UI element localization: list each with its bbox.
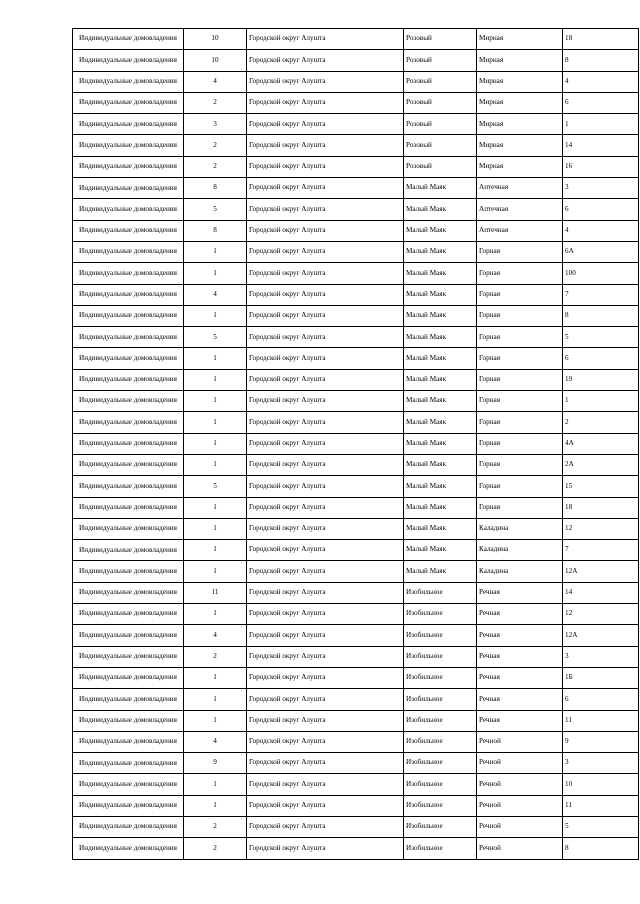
table-row xyxy=(73,220,639,241)
cell-building-type: Индивидуальные домовладения xyxy=(73,689,184,710)
table-row xyxy=(73,433,639,454)
cell-street: Речная xyxy=(477,646,563,667)
cell-locality: Изобильное xyxy=(404,710,477,731)
cell-count: 5 xyxy=(184,199,247,220)
cell-district: Городской округ Алушта xyxy=(247,689,404,710)
cell-street: Речная xyxy=(477,604,563,625)
cell-locality: Малый Маяк xyxy=(404,327,477,348)
cell-building-type: Индивидуальные домовладения xyxy=(73,114,184,135)
cell-building-type: Индивидуальные домовладения xyxy=(73,29,184,50)
cell-district: Городской округ Алушта xyxy=(247,838,404,859)
cell-count: 1 xyxy=(184,689,247,710)
cell-district: Городской округ Алушта xyxy=(247,348,404,369)
cell-district: Городской округ Алушта xyxy=(247,731,404,752)
table-row xyxy=(73,497,639,518)
cell-locality: Малый Маяк xyxy=(404,391,477,412)
cell-count: 1 xyxy=(184,391,247,412)
cell-street: Каладина xyxy=(477,518,563,539)
cell-district: Городской округ Алушта xyxy=(247,412,404,433)
cell-district: Городской округ Алушта xyxy=(247,454,404,475)
table-row xyxy=(73,284,639,305)
cell-locality: Малый Маяк xyxy=(404,369,477,390)
cell-house-number: 3 xyxy=(563,178,639,199)
cell-building-type: Индивидуальные домовладения xyxy=(73,412,184,433)
cell-count: 1 xyxy=(184,369,247,390)
cell-house-number: 6 xyxy=(563,348,639,369)
cell-count: 9 xyxy=(184,753,247,774)
cell-count: 1 xyxy=(184,348,247,369)
cell-street: Аптечная xyxy=(477,178,563,199)
cell-street: Горная xyxy=(477,369,563,390)
cell-count: 10 xyxy=(184,50,247,71)
cell-house-number: 1 xyxy=(563,114,639,135)
cell-district: Городской округ Алушта xyxy=(247,241,404,262)
cell-district: Городской округ Алушта xyxy=(247,263,404,284)
cell-house-number: 11 xyxy=(563,710,639,731)
table-row xyxy=(73,689,639,710)
cell-count: 2 xyxy=(184,156,247,177)
cell-count: 10 xyxy=(184,29,247,50)
cell-building-type: Индивидуальные домовладения xyxy=(73,156,184,177)
cell-street: Мирная xyxy=(477,50,563,71)
table-row xyxy=(73,135,639,156)
cell-district: Городской округ Алушта xyxy=(247,369,404,390)
table-row xyxy=(73,50,639,71)
cell-building-type: Индивидуальные домовладения xyxy=(73,391,184,412)
cell-locality: Розовый xyxy=(404,135,477,156)
cell-locality: Изобильное xyxy=(404,604,477,625)
table-row xyxy=(73,369,639,390)
cell-district: Городской округ Алушта xyxy=(247,561,404,582)
cell-locality: Малый Маяк xyxy=(404,433,477,454)
cell-house-number: 12А xyxy=(563,561,639,582)
address-table-body xyxy=(73,29,639,860)
cell-locality: Розовый xyxy=(404,156,477,177)
cell-house-number: 4А xyxy=(563,433,639,454)
cell-street: Речная xyxy=(477,667,563,688)
cell-count: 1 xyxy=(184,667,247,688)
cell-building-type: Индивидуальные домовладения xyxy=(73,199,184,220)
cell-house-number: 12 xyxy=(563,518,639,539)
cell-street: Горная xyxy=(477,305,563,326)
cell-count: 1 xyxy=(184,241,247,262)
cell-locality: Малый Маяк xyxy=(404,454,477,475)
cell-count: 4 xyxy=(184,731,247,752)
cell-house-number: 2 xyxy=(563,412,639,433)
cell-house-number: 9 xyxy=(563,731,639,752)
cell-locality: Малый Маяк xyxy=(404,561,477,582)
cell-count: 2 xyxy=(184,92,247,113)
cell-count: 5 xyxy=(184,327,247,348)
cell-building-type: Индивидуальные домовладения xyxy=(73,241,184,262)
cell-district: Городской округ Алушта xyxy=(247,540,404,561)
cell-district: Городской округ Алушта xyxy=(247,92,404,113)
cell-count: 2 xyxy=(184,646,247,667)
cell-count: 1 xyxy=(184,604,247,625)
cell-street: Горная xyxy=(477,476,563,497)
cell-count: 1 xyxy=(184,795,247,816)
cell-house-number: 6А xyxy=(563,241,639,262)
cell-count: 1 xyxy=(184,433,247,454)
table-row xyxy=(73,348,639,369)
table-row xyxy=(73,391,639,412)
table-row xyxy=(73,667,639,688)
cell-street: Каладина xyxy=(477,561,563,582)
cell-street: Речная xyxy=(477,625,563,646)
table-row xyxy=(73,731,639,752)
cell-count: 1 xyxy=(184,454,247,475)
cell-count: 1 xyxy=(184,412,247,433)
table-row xyxy=(73,540,639,561)
cell-count: 2 xyxy=(184,135,247,156)
cell-district: Городской округ Алушта xyxy=(247,135,404,156)
cell-district: Городской округ Алушта xyxy=(247,199,404,220)
cell-house-number: 4 xyxy=(563,220,639,241)
cell-district: Городской округ Алушта xyxy=(247,114,404,135)
cell-building-type: Индивидуальные домовладения xyxy=(73,497,184,518)
cell-street: Горная xyxy=(477,412,563,433)
table-row xyxy=(73,838,639,859)
table-row xyxy=(73,71,639,92)
cell-district: Городской округ Алушта xyxy=(247,710,404,731)
cell-locality: Малый Маяк xyxy=(404,518,477,539)
cell-building-type: Индивидуальные домовладения xyxy=(73,92,184,113)
cell-house-number: 100 xyxy=(563,263,639,284)
table-row xyxy=(73,561,639,582)
table-row xyxy=(73,263,639,284)
cell-house-number: 1 xyxy=(563,391,639,412)
cell-district: Городской округ Алушта xyxy=(247,433,404,454)
cell-count: 3 xyxy=(184,114,247,135)
cell-street: Горная xyxy=(477,433,563,454)
cell-street: Мирная xyxy=(477,135,563,156)
cell-locality: Малый Маяк xyxy=(404,284,477,305)
cell-street: Речная xyxy=(477,689,563,710)
cell-locality: Изобильное xyxy=(404,816,477,837)
cell-locality: Изобильное xyxy=(404,838,477,859)
cell-street: Речной xyxy=(477,838,563,859)
cell-house-number: 1Б xyxy=(563,667,639,688)
table-row xyxy=(73,305,639,326)
table-row xyxy=(73,454,639,475)
cell-locality: Малый Маяк xyxy=(404,497,477,518)
cell-district: Городской округ Алушта xyxy=(247,753,404,774)
cell-count: 8 xyxy=(184,178,247,199)
cell-street: Аптечная xyxy=(477,220,563,241)
cell-count: 1 xyxy=(184,497,247,518)
cell-locality: Изобильное xyxy=(404,646,477,667)
table-row xyxy=(73,604,639,625)
cell-building-type: Индивидуальные домовладения xyxy=(73,582,184,603)
cell-district: Городской округ Алушта xyxy=(247,604,404,625)
cell-building-type: Индивидуальные домовладения xyxy=(73,731,184,752)
table-row xyxy=(73,114,639,135)
table-row xyxy=(73,710,639,731)
cell-count: 4 xyxy=(184,625,247,646)
cell-street: Горная xyxy=(477,454,563,475)
cell-district: Городской округ Алушта xyxy=(247,284,404,305)
table-row xyxy=(73,518,639,539)
table-row xyxy=(73,476,639,497)
cell-district: Городской округ Алушта xyxy=(247,476,404,497)
cell-locality: Розовый xyxy=(404,114,477,135)
cell-locality: Малый Маяк xyxy=(404,305,477,326)
cell-locality: Изобильное xyxy=(404,753,477,774)
cell-count: 8 xyxy=(184,220,247,241)
table-row xyxy=(73,795,639,816)
cell-street: Речная xyxy=(477,582,563,603)
table-row xyxy=(73,774,639,795)
cell-street: Горная xyxy=(477,391,563,412)
cell-house-number: 3 xyxy=(563,646,639,667)
cell-district: Городской округ Алушта xyxy=(247,518,404,539)
cell-count: 1 xyxy=(184,774,247,795)
cell-street: Горная xyxy=(477,263,563,284)
address-table xyxy=(72,28,639,860)
cell-house-number: 2А xyxy=(563,454,639,475)
cell-building-type: Индивидуальные домовладения xyxy=(73,71,184,92)
cell-house-number: 18 xyxy=(563,497,639,518)
cell-locality: Малый Маяк xyxy=(404,476,477,497)
cell-building-type: Индивидуальные домовладения xyxy=(73,135,184,156)
cell-count: 1 xyxy=(184,540,247,561)
cell-street: Мирная xyxy=(477,29,563,50)
table-row xyxy=(73,327,639,348)
cell-house-number: 5 xyxy=(563,816,639,837)
cell-building-type: Индивидуальные домовладения xyxy=(73,263,184,284)
cell-building-type: Индивидуальные домовладения xyxy=(73,220,184,241)
cell-count: 1 xyxy=(184,518,247,539)
cell-house-number: 6 xyxy=(563,199,639,220)
cell-street: Речной xyxy=(477,731,563,752)
cell-house-number: 12А xyxy=(563,625,639,646)
cell-house-number: 3 xyxy=(563,753,639,774)
cell-locality: Малый Маяк xyxy=(404,241,477,262)
cell-district: Городской округ Алушта xyxy=(247,774,404,795)
table-row xyxy=(73,646,639,667)
cell-building-type: Индивидуальные домовладения xyxy=(73,327,184,348)
cell-district: Городской округ Алушта xyxy=(247,305,404,326)
cell-house-number: 4 xyxy=(563,71,639,92)
cell-house-number: 19 xyxy=(563,369,639,390)
cell-street: Мирная xyxy=(477,114,563,135)
cell-house-number: 8 xyxy=(563,838,639,859)
cell-house-number: 12 xyxy=(563,604,639,625)
cell-locality: Изобильное xyxy=(404,582,477,603)
cell-house-number: 6 xyxy=(563,92,639,113)
cell-house-number: 6 xyxy=(563,689,639,710)
cell-district: Городской округ Алушта xyxy=(247,156,404,177)
cell-building-type: Индивидуальные домовладения xyxy=(73,50,184,71)
cell-building-type: Индивидуальные домовладения xyxy=(73,795,184,816)
cell-street: Речной xyxy=(477,753,563,774)
cell-street: Мирная xyxy=(477,92,563,113)
cell-building-type: Индивидуальные домовладения xyxy=(73,667,184,688)
cell-locality: Малый Маяк xyxy=(404,348,477,369)
cell-street: Горная xyxy=(477,348,563,369)
table-row xyxy=(73,29,639,50)
cell-house-number: 7 xyxy=(563,540,639,561)
cell-building-type: Индивидуальные домовладения xyxy=(73,518,184,539)
cell-locality: Изобильное xyxy=(404,625,477,646)
cell-street: Горная xyxy=(477,241,563,262)
cell-locality: Малый Маяк xyxy=(404,199,477,220)
cell-locality: Розовый xyxy=(404,71,477,92)
table-row xyxy=(73,582,639,603)
cell-count: 1 xyxy=(184,710,247,731)
cell-building-type: Индивидуальные домовладения xyxy=(73,178,184,199)
cell-house-number: 10 xyxy=(563,774,639,795)
cell-district: Городской округ Алушта xyxy=(247,29,404,50)
cell-district: Городской округ Алушта xyxy=(247,71,404,92)
cell-locality: Изобильное xyxy=(404,667,477,688)
cell-building-type: Индивидуальные домовладения xyxy=(73,774,184,795)
cell-house-number: 14 xyxy=(563,582,639,603)
cell-building-type: Индивидуальные домовладения xyxy=(73,838,184,859)
cell-house-number: 8 xyxy=(563,50,639,71)
cell-street: Речная xyxy=(477,710,563,731)
cell-district: Городской округ Алушта xyxy=(247,625,404,646)
cell-count: 11 xyxy=(184,582,247,603)
cell-locality: Розовый xyxy=(404,29,477,50)
cell-district: Городской округ Алушта xyxy=(247,497,404,518)
cell-count: 5 xyxy=(184,476,247,497)
cell-district: Городской округ Алушта xyxy=(247,391,404,412)
cell-house-number: 7 xyxy=(563,284,639,305)
cell-street: Речной xyxy=(477,816,563,837)
table-row xyxy=(73,178,639,199)
cell-count: 1 xyxy=(184,263,247,284)
cell-count: 4 xyxy=(184,284,247,305)
cell-locality: Изобильное xyxy=(404,731,477,752)
cell-locality: Розовый xyxy=(404,92,477,113)
cell-district: Городской округ Алушта xyxy=(247,582,404,603)
cell-building-type: Индивидуальные домовладения xyxy=(73,604,184,625)
cell-building-type: Индивидуальные домовладения xyxy=(73,305,184,326)
cell-building-type: Индивидуальные домовладения xyxy=(73,433,184,454)
cell-building-type: Индивидуальные домовладения xyxy=(73,561,184,582)
cell-street: Мирная xyxy=(477,71,563,92)
cell-building-type: Индивидуальные домовладения xyxy=(73,710,184,731)
cell-street: Каладина xyxy=(477,540,563,561)
cell-street: Горная xyxy=(477,327,563,348)
cell-district: Городской округ Алушта xyxy=(247,795,404,816)
cell-building-type: Индивидуальные домовладения xyxy=(73,753,184,774)
cell-house-number: 15 xyxy=(563,476,639,497)
cell-count: 1 xyxy=(184,561,247,582)
cell-locality: Изобильное xyxy=(404,774,477,795)
cell-locality: Малый Маяк xyxy=(404,540,477,561)
cell-street: Горная xyxy=(477,497,563,518)
cell-locality: Малый Маяк xyxy=(404,412,477,433)
table-row xyxy=(73,92,639,113)
cell-building-type: Индивидуальные домовладения xyxy=(73,369,184,390)
table-row xyxy=(73,156,639,177)
cell-locality: Малый Маяк xyxy=(404,263,477,284)
table-row xyxy=(73,199,639,220)
cell-building-type: Индивидуальные домовладения xyxy=(73,454,184,475)
cell-street: Речной xyxy=(477,774,563,795)
cell-building-type: Индивидуальные домовладения xyxy=(73,348,184,369)
cell-district: Городской округ Алушта xyxy=(247,646,404,667)
cell-building-type: Индивидуальные домовладения xyxy=(73,476,184,497)
table-row xyxy=(73,753,639,774)
cell-locality: Малый Маяк xyxy=(404,178,477,199)
cell-locality: Розовый xyxy=(404,50,477,71)
cell-building-type: Индивидуальные домовладения xyxy=(73,284,184,305)
cell-street: Горная xyxy=(477,284,563,305)
cell-house-number: 18 xyxy=(563,29,639,50)
table-row xyxy=(73,241,639,262)
cell-building-type: Индивидуальные домовладения xyxy=(73,540,184,561)
cell-house-number: 14 xyxy=(563,135,639,156)
cell-district: Городской округ Алушта xyxy=(247,327,404,348)
table-row xyxy=(73,816,639,837)
cell-street: Речной xyxy=(477,795,563,816)
cell-district: Городской округ Алушта xyxy=(247,178,404,199)
cell-district: Городской округ Алушта xyxy=(247,220,404,241)
cell-locality: Малый Маяк xyxy=(404,220,477,241)
cell-house-number: 5 xyxy=(563,327,639,348)
cell-locality: Изобильное xyxy=(404,689,477,710)
cell-count: 4 xyxy=(184,71,247,92)
cell-district: Городской округ Алушта xyxy=(247,50,404,71)
cell-count: 1 xyxy=(184,305,247,326)
cell-locality: Изобильное xyxy=(404,795,477,816)
cell-house-number: 16 xyxy=(563,156,639,177)
cell-building-type: Индивидуальные домовладения xyxy=(73,646,184,667)
table-row xyxy=(73,412,639,433)
cell-district: Городской округ Алушта xyxy=(247,816,404,837)
cell-building-type: Индивидуальные домовладения xyxy=(73,625,184,646)
cell-street: Мирная xyxy=(477,156,563,177)
cell-street: Аптечная xyxy=(477,199,563,220)
table-row xyxy=(73,625,639,646)
cell-house-number: 11 xyxy=(563,795,639,816)
cell-building-type: Индивидуальные домовладения xyxy=(73,816,184,837)
cell-house-number: 8 xyxy=(563,305,639,326)
cell-count: 2 xyxy=(184,838,247,859)
cell-count: 2 xyxy=(184,816,247,837)
cell-district: Городской округ Алушта xyxy=(247,667,404,688)
